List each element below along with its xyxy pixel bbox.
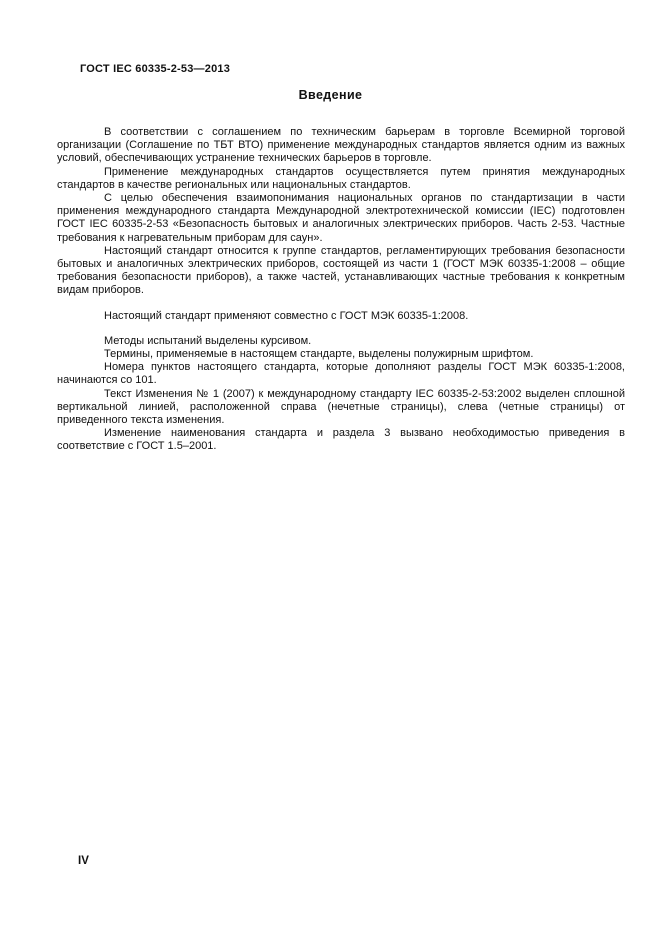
paragraph: Применение международных стандартов осуществляется путем принятия международных стандартов в качестве региональных или национальных стандартов.	[57, 165, 625, 191]
paragraph: Изменение наименования стандарта и раздела 3 вызвано необходимостью приведения в соответствие с ГОСТ 1.5–2001.	[57, 427, 625, 453]
paragraph: Настоящий стандарт применяют совместно с ГОСТ МЭК 60335-1:2008.	[104, 309, 469, 322]
page-number: IV	[78, 855, 89, 867]
page-title: Введение	[298, 88, 363, 102]
paragraph: С целью обеспечения взаимопонимания национальных органов по стандартизации в части применения международного стандарта Международной электротехнической комиссии (IEC) подготовлен ГОСТ IEC 60335-2-53 «Безопасность бытовых и аналогичных электрических приборов. Часть 2-53. Частные требования к нагревательным приборам для саун».	[57, 192, 625, 244]
document-body	[57, 126, 625, 454]
paragraph: В соответствии с соглашением по техническим барьерам в торговле Всемирной торговой организации (Соглашение по ТБТ ВТО) применение международных стандартов является одним из важных условий, обеспечивающих устранение технических барьеров в торговле.	[57, 126, 625, 165]
paragraph: Текст Изменения № 1 (2007) к международному стандарту IEC 60335-2-53:2002 выделен сплошной вертикальной линией, расположенной справа (нечетные страницы), слева (четные страницы) от приведенного текста изменения.	[57, 387, 625, 427]
paragraph: Настоящий стандарт относится к группе стандартов, регламентирующих требования безопасности бытовых и аналогичных электрических приборов, состоящей из части 1 (ГОСТ МЭК 60335-1:2008 – общие требования безопасности приборов), а также частей, устанавливающих частные требования к конкретным видам приборов.	[57, 244, 625, 297]
paragraph: Термины, применяемые в настоящем стандарте, выделены полужирным шрифтом.	[104, 348, 534, 361]
paragraph: Номера пунктов настоящего стандарта, которые дополняют разделы ГОСТ МЭК 60335-1:2008, начинаются со 101.	[57, 361, 625, 387]
paragraph: Методы испытаний выделены курсивом.	[104, 334, 312, 347]
document-header: ГОСТ IEC 60335-2-53—2013	[80, 63, 231, 75]
